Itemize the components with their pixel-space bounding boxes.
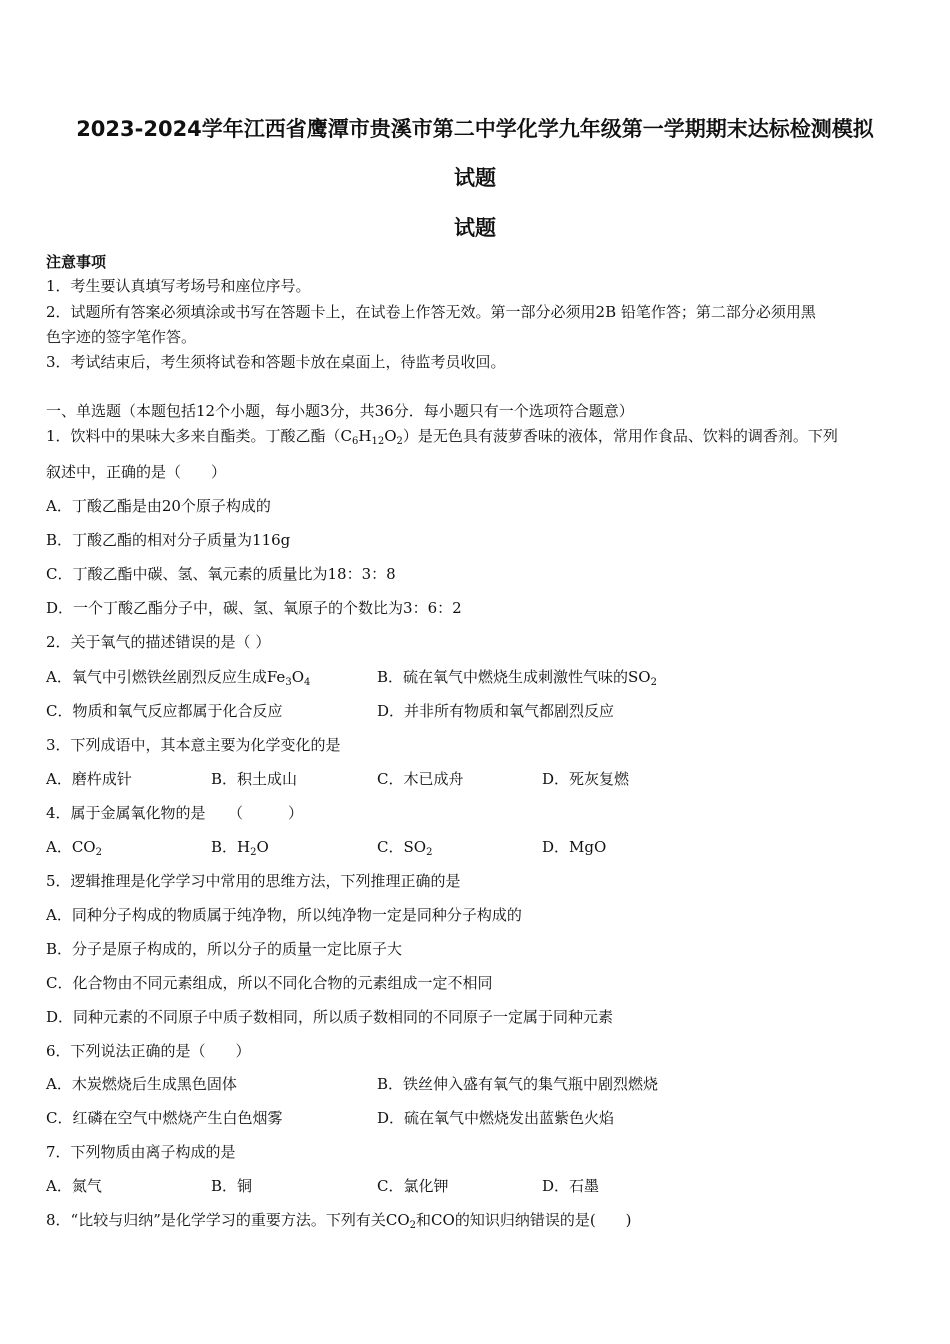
question-5-option-c: C．化合物由不同元素组成，所以不同化合物的元素组成一定不相同: [46, 974, 493, 992]
exam-title-line3: 试题: [454, 216, 496, 240]
question-4-option-c: C．$SO_2$: [377, 838, 433, 858]
question-1-stem-cont: 叙述中，正确的是（ ）: [46, 463, 227, 481]
question-7-stem: 7．下列物质由离子构成的是: [46, 1143, 236, 1161]
question-5-option-a: A．同种分子构成的物质属于纯净物，所以纯净物一定是同种分子构成的: [46, 906, 522, 924]
question-7-option-b: B．铜: [211, 1177, 253, 1195]
question-2-option-c: C．物质和氧气反应都属于化合反应: [46, 702, 283, 720]
question-8-stem: 8．“比较与归纳”是化学学习的重要方法。下列有关$CO_2$和CO的知识归纳错误的是( ): [46, 1211, 632, 1231]
question-5-option-d: D．同种元素的不同原子中质子数相同，所以质子数相同的不同原子一定属于同种元素: [46, 1008, 614, 1026]
question-1-option-c: C．丁酸乙酯中碳、氢、氧元素的质量比为18：3：8: [46, 565, 396, 583]
question-3-option-b: B．积土成山: [211, 770, 298, 788]
question-6-option-b: B．铁丝伸入盛有氧气的集气瓶中剧烈燃烧: [377, 1075, 659, 1093]
question-4-option-d: D．MgO: [542, 838, 607, 856]
notice-item-3: 3．考试结束后，考生须将试卷和答题卡放在桌面上，待监考员收回。: [46, 353, 506, 371]
notice-heading: 注意事项: [46, 253, 107, 271]
question-1-stem: 1．饮料中的果味大多来自酯类。丁酸乙酯$(C_6H_{12}O_2)$是无色具有菠萝香味的液体，常用作食品、饮料的调香剂。下列: [46, 427, 838, 447]
question-6-stem: 6．下列说法正确的是（ ）: [46, 1042, 251, 1060]
exam-title-line2: 试题: [454, 166, 496, 190]
question-1-option-a: A．丁酸乙酯是由20个原子构成的: [46, 497, 271, 515]
question-4-stem: 4．属于金属氧化物的是 （ ）: [46, 804, 304, 822]
question-3-option-d: D．死灰复燃: [542, 770, 630, 788]
question-6-option-a: A．木炭燃烧后生成黑色固体: [46, 1075, 237, 1093]
notice-item-1: 1．考生要认真填写考场号和座位序号。: [46, 277, 311, 295]
question-7-option-d: D．石墨: [542, 1177, 600, 1195]
question-5-option-b: B．分子是原子构成的，所以分子的质量一定比原子大: [46, 940, 403, 958]
question-2-stem: 2．关于氧气的描述错误的是（ ）: [46, 633, 271, 651]
notice-item-2: 2．试题所有答案必须填涂或书写在答题卡上，在试卷上作答无效。第一部分必须用2B 铅笔作答；第二部分必须用黑: [46, 303, 816, 321]
question-6-option-c: C．红磷在空气中燃烧产生白色烟雾: [46, 1109, 283, 1127]
question-4-option-b: B．$H_2O$: [211, 838, 269, 858]
question-3-option-a: A．磨杵成针: [46, 770, 132, 788]
question-1-option-d: D．一个丁酸乙酯分子中，碳、氢、氧原子的个数比为3：6：2: [46, 599, 462, 617]
question-7-option-a: A．氮气: [46, 1177, 102, 1195]
question-4-option-a: A．$CO_2$: [46, 838, 102, 858]
question-2-option-a: A．氧气中引燃铁丝剧烈反应生成$Fe_3O_4$: [46, 668, 311, 688]
exam-title-line1: 2023-2024学年江西省鹰潭市贵溪市第二中学化学九年级第一学期期末达标检测模拟: [76, 117, 874, 141]
question-3-option-c: C．木已成舟: [377, 770, 464, 788]
question-1-option-b: B．丁酸乙酯的相对分子质量为116g: [46, 531, 291, 549]
question-6-option-d: D．硫在氧气中燃烧发出蓝紫色火焰: [377, 1109, 615, 1127]
notice-item-2-cont: 色字迹的签字笔作答。: [46, 328, 197, 346]
question-7-option-c: C．氯化钾: [377, 1177, 449, 1195]
question-5-stem: 5．逻辑推理是化学学习中常用的思维方法，下列推理正确的是: [46, 872, 461, 890]
question-2-option-b: B．硫在氧气中燃烧生成刺激性气味的$SO_2$: [377, 668, 657, 688]
question-2-option-d: D．并非所有物质和氧气都剧烈反应: [377, 702, 615, 720]
question-3-stem: 3．下列成语中，其本意主要为化学变化的是: [46, 736, 341, 754]
section-heading: 一、单选题（本题包括12个小题，每小题3分，共36分．每小题只有一个选项符合题意）: [46, 402, 634, 420]
